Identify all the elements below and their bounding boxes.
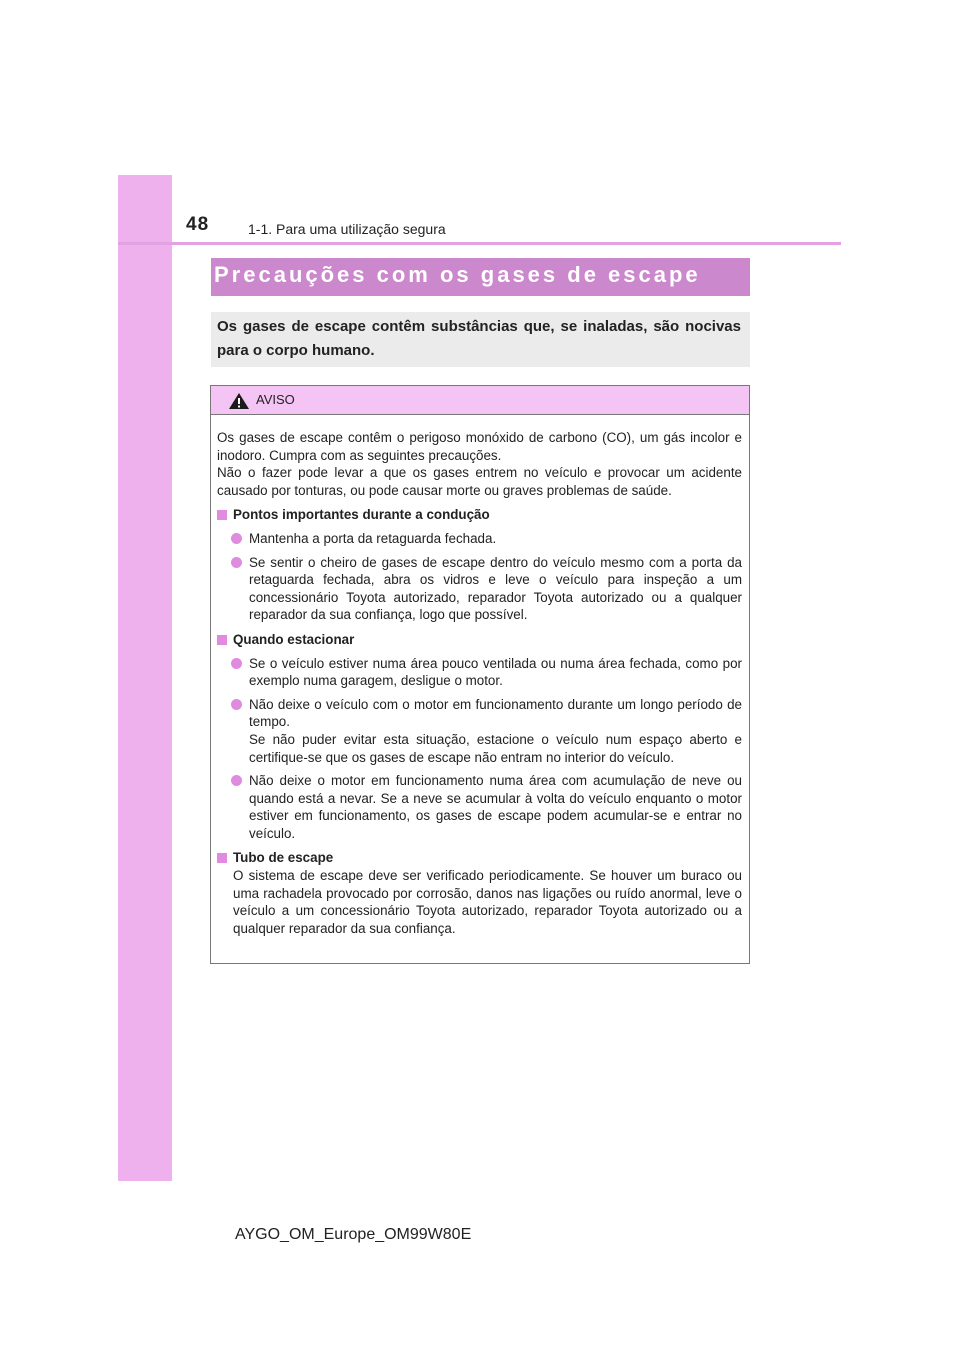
warning-label: AVISO bbox=[256, 392, 295, 407]
square-bullet-icon bbox=[217, 510, 227, 520]
warning-lead-1: Os gases de escape contêm o perigoso monóxido de carbono (CO), um gás incolor e inodoro. Cumpra com as seguintes precauções. bbox=[217, 430, 742, 463]
round-bullet-icon bbox=[231, 658, 242, 669]
page-number: 48 bbox=[186, 214, 210, 235]
round-bullet-icon bbox=[231, 699, 242, 710]
subhead-parking: Quando estacionar bbox=[217, 631, 742, 649]
warning-lead-2: Não o fazer pode levar a que os gases entrem no veículo e provocar um acidente causado por tonturas, ou pode causar morte ou graves problemas de saúde. bbox=[217, 465, 742, 498]
intro-box bbox=[211, 312, 750, 367]
list-item: Se o veículo estiver numa área pouco ventilada ou numa área fechada, como por exemplo numa garagem, desligue o motor. bbox=[217, 655, 742, 690]
square-bullet-icon bbox=[217, 635, 227, 645]
side-tab bbox=[118, 175, 172, 1181]
list-item: Não deixe o veículo com o motor em funcionamento durante um longo período de tempo. Se não puder evitar esta situação, estacione o veículo num espaço aberto e certifique-se que os gases de escape não entram no interior do veículo. bbox=[217, 696, 742, 766]
list-item: Se sentir o cheiro de gases de escape dentro do veículo mesmo com a porta da retaguarda fechada, abra os vidros e leve o veículo para inspeção a um concessionário Toyota autorizado, reparador Toyota autorizado ou a qualquer reparador da sua confiança, logo que possível. bbox=[217, 554, 742, 624]
section-title: 1-1. Para uma utilização segura bbox=[248, 221, 446, 237]
list-item: Não deixe o motor em funcionamento numa área com acumulação de neve ou quando está a nevar. Se a neve se acumular à volta do veículo enquanto o motor estiver em funcionamento, os gases de escape podem acumular-se e entrar no veículo. bbox=[217, 772, 742, 842]
round-bullet-icon bbox=[231, 557, 242, 568]
square-bullet-icon bbox=[217, 853, 227, 863]
list-item: Mantenha a porta da retaguarda fechada. bbox=[217, 530, 742, 548]
warning-body bbox=[211, 415, 749, 937]
subhead-exhaust-pipe: Tubo de escape bbox=[217, 849, 742, 867]
round-bullet-icon bbox=[231, 533, 242, 544]
round-bullet-icon bbox=[231, 775, 242, 786]
warning-triangle-icon bbox=[228, 392, 250, 410]
warning-box bbox=[210, 385, 750, 964]
title-bar bbox=[211, 258, 750, 296]
exhaust-pipe-text: O sistema de escape deve ser verificado periodicamente. Se houver um buraco ou uma rachadela provocado por corrosão, danos nas ligações ou ruído anormal, leve o veículo a um concessionário Toyota autorizado, reparador Toyota autorizado ou a qualquer reparador da sua confiança. bbox=[233, 868, 742, 936]
warning-header bbox=[211, 386, 749, 415]
header-rule bbox=[118, 242, 841, 245]
page-title: Precauções com os gases de escape bbox=[214, 262, 701, 287]
intro-text: Os gases de escape contêm substâncias que, se inaladas, são nocivas para o corpo humano. bbox=[217, 318, 741, 359]
footer-code: AYGO_OM_Europe_OM99W80E bbox=[235, 1226, 472, 1243]
subhead-driving: Pontos importantes durante a condução bbox=[217, 506, 742, 524]
